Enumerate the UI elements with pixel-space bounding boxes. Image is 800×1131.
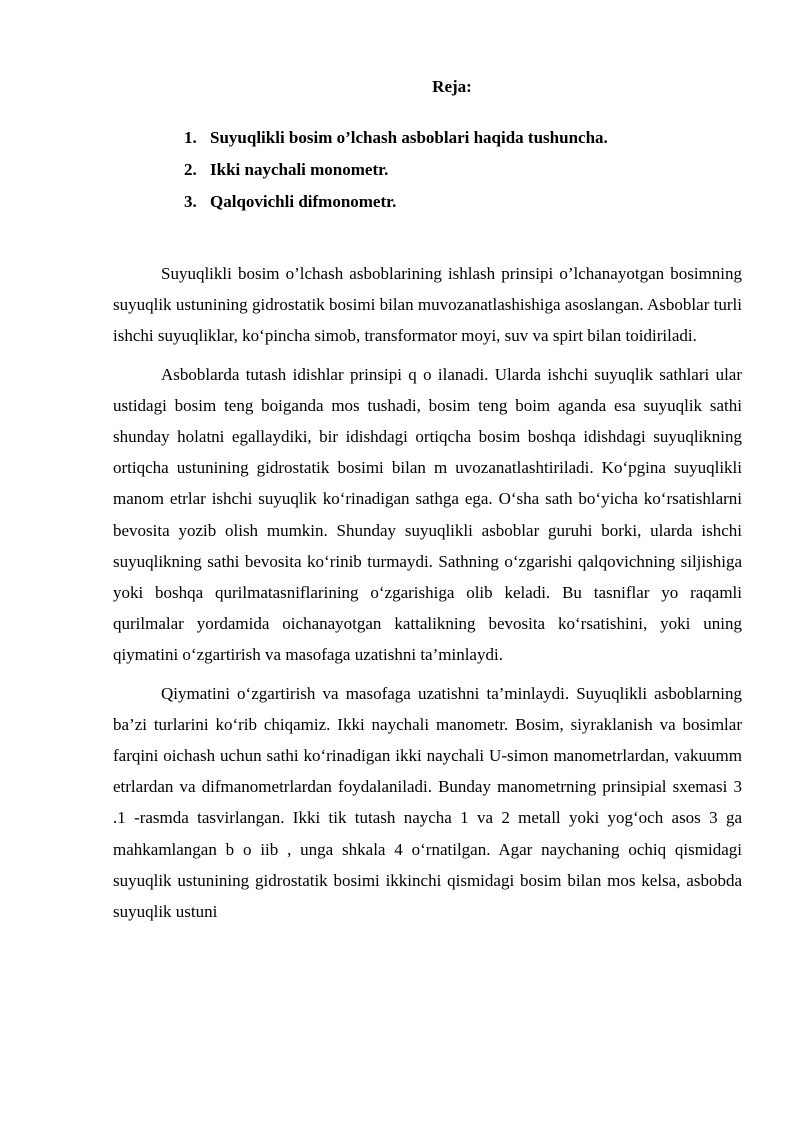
plan-item-text: Suyuqlikli bosim o’lchash asboblari haqida tushuncha. — [210, 128, 608, 147]
plan-item-number: 2. — [184, 160, 197, 179]
page-heading: Reja: — [432, 77, 472, 96]
paragraph: Qiymatini oʻzgartirish va masofaga uzatishni ta’minlaydi. Suyuqlikli asboblarning ba’zi turlarini koʻrib chiqamiz. Ikki naychali manometr. Bosim, siyraklanish va bosimlar farqini oichash uchun sathi koʻrinadigan ikki naychali U-simon manometrlardan, vakuumm etrlardan va difmanometrlardan foydalaniladi. Bunday manometrning prinsipial sxemasi 3 .1 -rasmda tasvirlangan. Ikki tik tutash naycha 1 va 2 metall yoki yogʻoch asos 3 ga mahkamlangan b o iib , unga shkala 4 oʻrnatilgan. Agar naychaning ochiq qismidagi suyuqlik ustunining gidrostatik bosimi ikkinchi qismidagi bosim bilan mos kelsa, asbobda suyuqlik ustuni — [113, 683, 742, 922]
plan-item-number: 1. — [184, 128, 197, 147]
plan-item — [184, 154, 608, 186]
plan-item-text: Ikki naychali monometr. — [210, 160, 389, 179]
plan-item — [184, 186, 608, 218]
body-text — [113, 258, 742, 934]
plan-item-number: 3. — [184, 192, 197, 211]
plan-list — [184, 122, 608, 218]
paragraph: Asboblarda tutash idishlar prinsipi q o ilanadi. Ularda ishchi suyuqlik sathlari ular ustidagi bosim teng boiganda mos tushadi, bosim teng boim aganda esa suyuqlik sathi shunday holatni egallaydiki, bir idishdagi ortiqcha bosim boshqa idishdagi suyuqlikning ortiqcha ustunining gidrostatik bosimi bilan m uvozanatlashtiriladi. Koʻpgina suyuqlikli manom etrlar ishchi suyuqlik koʻrinadigan sathga ega. Oʻsha sath boʻyicha koʻrsatishlarni bevosita yozib olish mumkin. Shunday suyuqlikli asboblar guruhi borki, ularda ishchi suyuqlikning sathi bevosita koʻrinib turmaydi. Sathning oʻzgarishi qalqovichning siljishiga yoki boshqa qurilmatasniflarining oʻzgarishiga olib keladi. Bu tasniflar yo raqamli qurilmalar yordamida oichanayotgan kattalikning bevosita koʻrsatishini, yoki uning qiymatini oʻzgartirish va masofaga uzatishni ta’minlaydi. — [113, 364, 742, 665]
plan-item — [184, 122, 608, 154]
paragraph: Suyuqlikli bosim o’lchash asboblarining ishlash prinsipi o’lchanayotgan bosimning suyuqlik ustunining gidrostatik bosimi bilan muvozanatlashishiga asoslangan. Asboblar turli ishchi suyuqliklar, koʻpincha simob, transformator moyi, suv va spirt bilan toidiriladi. — [113, 264, 742, 346]
plan-item-text: Qalqovichli difmonometr. — [210, 192, 397, 211]
